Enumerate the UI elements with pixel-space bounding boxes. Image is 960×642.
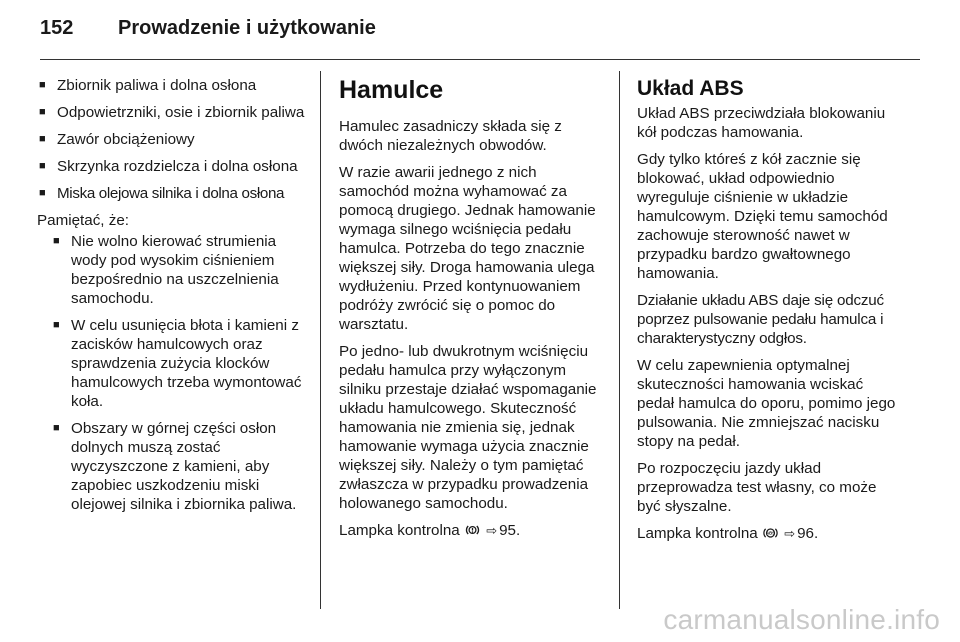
brake-warning-icon: [465, 522, 480, 534]
square-bullet-icon: ■: [53, 319, 60, 331]
list-item: ■ Zbiornik paliwa i dolna osłona: [39, 77, 257, 94]
page-number: 152: [40, 17, 74, 39]
list-item: ■ Zawór obciążeniowy: [39, 131, 195, 148]
paragraph: Hamulec zasadniczy składa się z dwóch niezależnych obwodów.: [339, 118, 562, 154]
list-item: ■ W celu usunięcia błota i kamieni z zacisków hamulcowych oraz sprawdzenia zużycia klocków hamulcowych trzeba wymontować koła.: [53, 317, 302, 410]
list-item: ■ Skrzynka rozdzielcza i dolna osłona: [39, 158, 298, 175]
column-middle: [339, 76, 603, 548]
lamp-reference: Lampka kontrolna ⇨ 95.: [339, 522, 521, 539]
column-left: [39, 76, 305, 522]
paragraph: Układ ABS przeciwdziała blokowaniu kół podczas hamowania.: [637, 105, 886, 141]
square-bullet-icon: ■: [39, 187, 46, 199]
page-ref-arrow-icon: ⇨: [486, 523, 498, 538]
section-heading-abs: Układ ABS: [637, 77, 744, 100]
square-bullet-icon: ■: [39, 106, 46, 118]
paragraph: Gdy tylko któreś z kół zacznie się blokować, układ odpowiednio wyreguluje ciśnienie w układzie hamulcowym. Dzięki temu samochód zachowuje sterowność nawet w przypadku bardzo gwałtownego hamowania.: [637, 151, 888, 282]
paragraph: Działanie układu ABS daje się odczuć poprzez pulsowanie pedału hamulca i charakterystyczny odgłos.: [637, 292, 884, 347]
paragraph: Po jedno- lub dwukrotnym wciśnięciu pedału hamulca przy wyłączonym silniku przestaje działać wspomaganie układu hamulcowego. Skuteczność hamowania nie zmienia się, jednak hamowanie wymaga użycia znacznie większej siły. Należy o tym pamiętać zwłaszcza w przypadku prowadzenia holowanego samochodu.: [339, 343, 597, 512]
paragraph: Po rozpoczęciu jazdy układ przeprowadza test własny, co może być słyszalne.: [637, 460, 877, 515]
paragraph: W celu zapewnienia optymalnej skuteczności hamowania wciskać pedał hamulca do oporu, pomimo jego pulsowania. Nie zmniejszać nacisku stopy na pedał.: [637, 357, 896, 450]
page-ref-arrow-icon: ⇨: [784, 526, 796, 541]
page-ref[interactable]: 96.: [797, 525, 819, 542]
list-item: ■ Odpowietrzniki, osie i zbiornik paliwa: [39, 104, 305, 121]
section-heading-brakes: Hamulce: [339, 76, 444, 104]
square-bullet-icon: ■: [39, 79, 46, 91]
column-divider-2: [619, 71, 620, 609]
list-item: ■ Nie wolno kierować strumienia wody pod wysokim ciśnieniem bezpośrednio na uszczelnienia samochodu.: [53, 233, 279, 307]
svg-text:ABS: ABS: [766, 530, 775, 536]
column-divider-1: [320, 71, 321, 609]
square-bullet-icon: ■: [39, 160, 46, 172]
square-bullet-icon: ■: [53, 422, 60, 434]
list-item: ■ Obszary w górnej części osłon dolnych muszą zostać wyczyszczone z kamieni, aby zapobiec uszkodzeniu miski olejowej silnika i zbiornika paliwa.: [53, 420, 297, 513]
note-list: [39, 232, 305, 514]
list-item: ■ Miska olejowa silnika i dolna osłona: [39, 185, 285, 202]
square-bullet-icon: ■: [39, 133, 46, 145]
column-right: [637, 76, 903, 551]
lamp-reference: Lampka kontrolna ABS ⇨ 96.: [637, 525, 819, 542]
page-title: Prowadzenie i użytkowanie: [118, 17, 376, 39]
header-rule: [40, 59, 920, 60]
note-label: Pamiętać, że:: [37, 212, 130, 229]
square-bullet-icon: ■: [53, 235, 60, 247]
paragraph: W razie awarii jednego z nich samochód można wyhamować za pomocą drugiego. Jednak hamowanie wymaga silnego wciśnięcia pedału hamulca. Potrzeba do tego znacznie większej siły. Droga hamowania ulega wydłużeniu. Przed kontynuowaniem podróży zwrócić się o pomoc do warsztatu.: [339, 164, 596, 333]
page-ref[interactable]: 95.: [499, 522, 521, 539]
watermark: carmanualsonline.info: [663, 604, 940, 635]
abs-warning-icon: [763, 525, 778, 537]
page-header: [40, 17, 920, 47]
